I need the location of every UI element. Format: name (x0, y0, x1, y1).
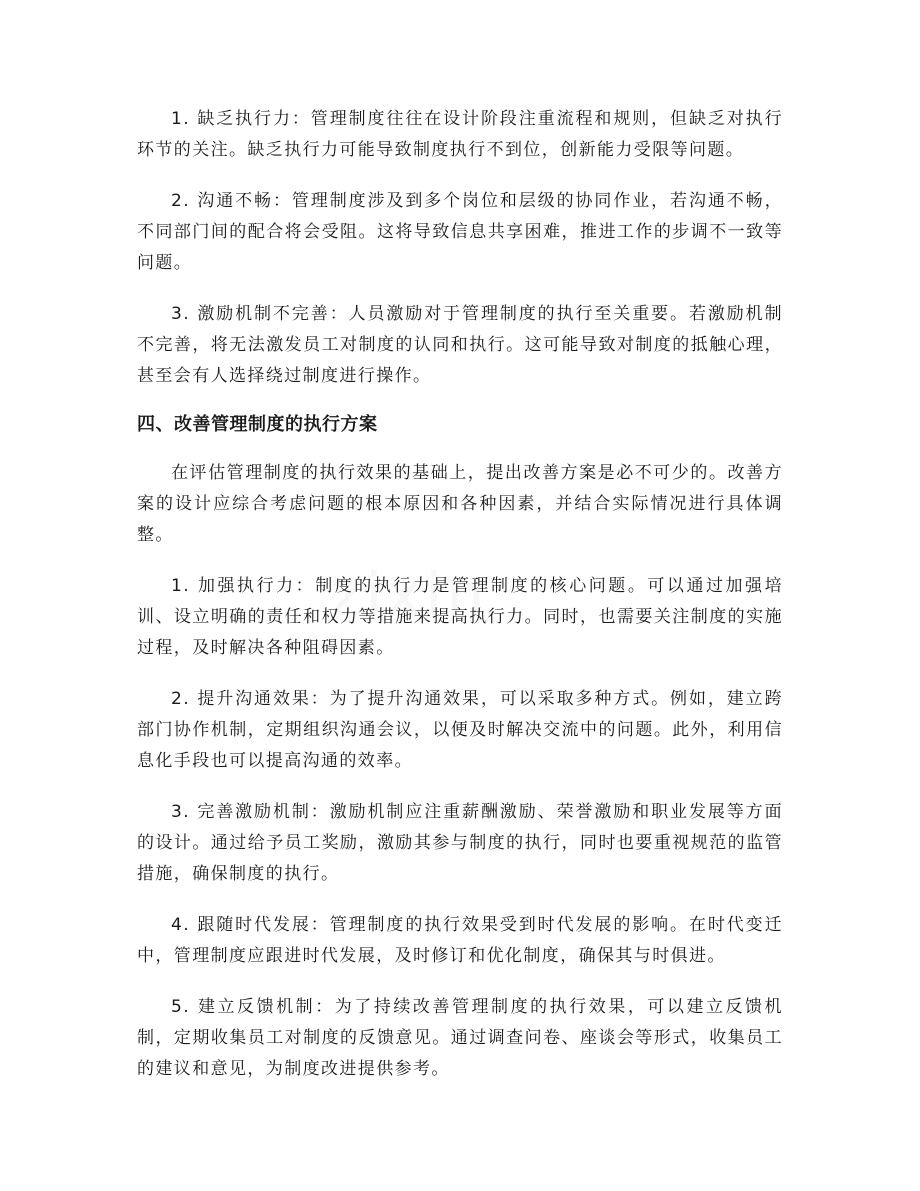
solution-paragraph-1: 1. 加强执行力：制度的执行力是管理制度的核心问题。可以通过加强培训、设立明确的责任和权力等措施来提高执行力。同时，也需要关注制度的实施过程，及时解决各种阻碍因素。 (137, 576, 783, 658)
solution-paragraph-4: 4. 跟随时代发展：管理制度的执行效果受到时代发展的影响。在时代变迁中，管理制度应跟进时代发展，及时修订和优化制度，确保其与时俱进。 (137, 915, 783, 966)
intro-paragraph: 在评估管理制度的执行效果的基础上，提出改善方案是必不可少的。改善方案的设计应综合考虑问题的根本原因和各种因素，并结合实际情况进行具体调整。 (137, 463, 783, 545)
solution-paragraph-3: 3. 完善激励机制：激励机制应注重薪酬激励、荣誉激励和职业发展等方面的设计。通过给予员工奖励，激励其参与制度的执行，同时也要重视规范的监管措施，确保制度的执行。 (137, 802, 783, 884)
document-page (137, 104, 783, 1085)
problem-paragraph-1: 1. 缺乏执行力：管理制度往往在设计阶段注重流程和规则，但缺乏对执行环节的关注。缺乏执行力可能导致制度执行不到位，创新能力受限等问题。 (137, 109, 783, 160)
problem-paragraph-2: 2. 沟通不畅：管理制度涉及到多个岗位和层级的协同作业，若沟通不畅，不同部门间的配合将会受阻。这将导致信息共享困难，推进工作的步调不一致等问题。 (137, 191, 783, 273)
watermark: zixin (330, 560, 489, 630)
section-heading: 四、改善管理制度的执行方案 (137, 414, 378, 435)
solution-paragraph-2: 2. 提升沟通效果：为了提升沟通效果，可以采取多种方式。例如，建立跨部门协作机制，定期组织沟通会议，以便及时解决交流中的问题。此外，利用信息化手段也可以提高沟通的效率。 (137, 689, 783, 771)
problem-paragraph-3: 3. 激励机制不完善：人员激励对于管理制度的执行至关重要。若激励机制不完善，将无法激发员工对制度的认同和执行。这可能导致对制度的抵触心理，甚至会有人选择绕过制度进行操作。 (137, 304, 783, 386)
solution-paragraph-5: 5. 建立反馈机制：为了持续改善管理制度的执行效果，可以建立反馈机制，定期收集员工对制度的反馈意见。通过调查问卷、座谈会等形式，收集员工的建议和意见，为制度改进提供参考。 (137, 997, 783, 1079)
